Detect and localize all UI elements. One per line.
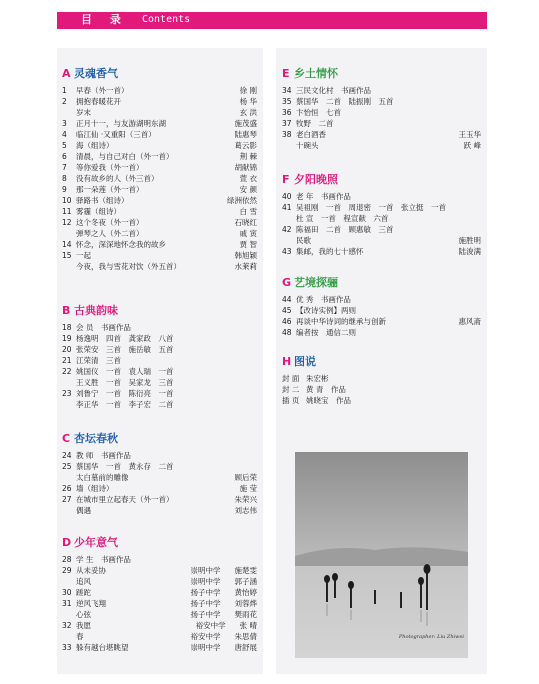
toc-entry-title: 姚国仪 一首 袁人瑞 一首 xyxy=(76,367,174,376)
toc-page-number: 26 xyxy=(62,484,72,493)
toc-entry-school: 扬子中学 xyxy=(190,610,221,619)
toc-entry-title: 拥抱春暖花开 xyxy=(76,97,121,106)
toc-entry-title: 一起 xyxy=(76,251,91,260)
toc-page-number: 7 xyxy=(62,163,67,172)
toc-entry xyxy=(62,505,263,516)
toc-page-number: 21 xyxy=(62,356,72,365)
toc-entry xyxy=(282,395,487,406)
toc-entry xyxy=(62,494,263,505)
toc-entry xyxy=(282,107,487,118)
section-f xyxy=(282,172,487,257)
toc-entry-author xyxy=(481,96,487,107)
toc-entry-title: 黄 青 作品 xyxy=(306,385,346,394)
toc-entry-author: 黄怡婷 xyxy=(234,588,257,597)
toc-entry-author xyxy=(257,450,263,461)
toc-entry-author: 刘蓉烨 xyxy=(234,599,257,608)
toc-page-number: 45 xyxy=(282,306,292,315)
toc-entry-author: 杨 华 xyxy=(239,97,257,106)
toc-entry-title: 学 生 书画作品 xyxy=(76,555,131,564)
toc-page-number xyxy=(62,609,76,620)
toc-page-number xyxy=(62,228,76,239)
toc-entry-title: 教 师 书画作品 xyxy=(76,451,131,460)
toc-page-number: 封 二 xyxy=(282,385,300,394)
toc-entry xyxy=(62,96,263,107)
toc-entry xyxy=(62,609,263,620)
toc-page-number: 10 xyxy=(62,196,72,205)
toc-entry-title: 蔡国华 一首 黄永存 二首 xyxy=(76,462,174,471)
toc-page-number: 12 xyxy=(62,218,72,227)
section-rows xyxy=(62,322,263,410)
toc-page-number: 20 xyxy=(62,345,72,354)
toc-entry xyxy=(62,228,263,239)
toc-page-number: 29 xyxy=(62,566,72,575)
toc-entry xyxy=(62,107,263,118)
toc-page-number: 30 xyxy=(62,588,72,597)
toc-entry-author: 玄 洪 xyxy=(239,108,257,117)
toc-entry-title: 等你爱我（外一首） xyxy=(76,163,144,172)
toc-entry-title: 躲有越台堪眺望 xyxy=(76,643,129,652)
section-rows xyxy=(282,373,487,406)
toc-entry-title: 杜 宣 一首 程宣献 六首 xyxy=(296,214,389,223)
toc-entry-school: 崇明中学 xyxy=(190,643,221,652)
toc-entry xyxy=(62,576,263,587)
toc-entry-author: 韩旭颖 xyxy=(234,251,257,260)
section-rows xyxy=(282,294,487,338)
toc-entry-author xyxy=(481,395,487,406)
toc-entry xyxy=(62,388,263,399)
toc-entry xyxy=(62,140,263,151)
toc-entry-author: 葛云影 xyxy=(234,141,257,150)
lake-photo-scene xyxy=(295,452,468,658)
toc-page-number: 6 xyxy=(62,152,67,161)
toc-entry-author xyxy=(257,461,263,472)
toc-page-number: 32 xyxy=(62,621,72,630)
toc-entry-author xyxy=(257,388,263,399)
toc-entry xyxy=(62,184,263,195)
toc-entry-title: 在城市里立起春天（外一首） xyxy=(76,495,174,504)
toc-entry-author: 石晓红 xyxy=(234,218,257,227)
toc-entry-title: 朱宏彬 xyxy=(306,374,329,383)
section-g xyxy=(282,275,487,338)
toc-entry-author: 萱 衣 xyxy=(239,174,257,183)
section-title: 杏坛春秋 xyxy=(74,432,118,445)
toc-page-number: 27 xyxy=(62,495,72,504)
section-letter: B xyxy=(62,303,71,317)
toc-entry-title: 驿路书（组诗） xyxy=(76,196,129,205)
toc-entry-title: 偶遇 xyxy=(76,506,91,515)
toc-entry xyxy=(62,598,263,609)
photo-signature: Photographer: Liu Zhiwei xyxy=(398,634,464,640)
toc-entry-author: 唐舒展 xyxy=(234,643,257,652)
contents-header-bar xyxy=(57,12,487,29)
toc-page-number: 3 xyxy=(62,119,67,128)
toc-page-number: 28 xyxy=(62,555,72,564)
toc-page-number xyxy=(282,140,296,151)
toc-entry-author: 戚 寅 xyxy=(239,229,257,238)
toc-page-number: 34 xyxy=(282,86,292,95)
toc-entry xyxy=(282,191,487,202)
toc-entry-author: 施 莹 xyxy=(239,484,257,493)
toc-entry xyxy=(62,366,263,377)
toc-entry-author xyxy=(481,107,487,118)
toc-entry-author: 朱荣兴 xyxy=(234,495,257,504)
toc-entry-title: 怀念，深深地怀念我的故乡 xyxy=(76,240,166,249)
toc-page-number: 36 xyxy=(282,108,292,117)
toc-entry-title: 刘鲁宁 一首 陈衍亮 一首 xyxy=(76,389,174,398)
toc-page-number xyxy=(62,261,76,272)
toc-entry-title: 海（组诗） xyxy=(76,141,114,150)
section-title: 古典韵味 xyxy=(74,304,118,317)
toc-entry-title: 岁末 xyxy=(76,108,91,117)
toc-entry xyxy=(282,246,487,257)
toc-page-number: 40 xyxy=(282,192,292,201)
toc-entry-author: 郭子涵 xyxy=(234,577,257,586)
toc-entry-title: 心弦 xyxy=(76,610,91,619)
toc-entry-title: 逆风飞翔 xyxy=(76,599,106,608)
section-letter: E xyxy=(282,66,290,80)
toc-entry xyxy=(282,294,487,305)
toc-entry-title: 再谈中华诗词的继承与创新 xyxy=(296,317,386,326)
toc-entry-title: 墙（组诗） xyxy=(76,484,114,493)
section-rows xyxy=(282,85,487,151)
toc-page-number: 46 xyxy=(282,317,292,326)
section-rows xyxy=(62,85,263,272)
toc-page-number: 37 xyxy=(282,119,292,128)
toc-entry xyxy=(62,162,263,173)
toc-entry xyxy=(62,206,263,217)
toc-entry xyxy=(282,235,487,246)
toc-entry-title: 王义胜 一首 吴家龙 三首 xyxy=(76,378,174,387)
toc-entry-author xyxy=(257,322,263,333)
section-c xyxy=(62,431,263,516)
toc-entry-title: 春 xyxy=(76,632,84,641)
toc-page-number xyxy=(62,399,76,410)
toc-entry-title: 优 秀 书画作品 xyxy=(296,295,351,304)
toc-entry xyxy=(282,202,487,213)
toc-entry xyxy=(62,355,263,366)
toc-entry-title: 江荣清 三首 xyxy=(76,356,121,365)
toc-page-number xyxy=(62,377,76,388)
toc-entry-title: 蹉跎 xyxy=(76,588,91,597)
toc-entry-author: 施楚雯 xyxy=(234,566,257,575)
section-letter: G xyxy=(282,275,292,289)
section-a xyxy=(62,66,263,272)
toc-entry xyxy=(62,344,263,355)
toc-entry xyxy=(62,642,263,653)
toc-page-number xyxy=(62,631,76,642)
toc-page-number xyxy=(282,213,296,224)
toc-entry xyxy=(62,377,263,388)
toc-entry xyxy=(62,195,263,206)
toc-entry-title: 老白酒香 xyxy=(296,130,326,139)
toc-page-number: 14 xyxy=(62,240,72,249)
toc-entry-title: 太白墓前的雕像 xyxy=(76,473,129,482)
toc-entry-title: 集邮，我的七十感怀 xyxy=(296,247,364,256)
toc-entry-author xyxy=(481,384,487,395)
toc-entry-title: 蔡国华 二首 陆振刚 五首 xyxy=(296,97,394,106)
toc-entry-author: 王玉华 xyxy=(458,130,481,139)
toc-entry-author xyxy=(481,202,487,213)
toc-page-number: 31 xyxy=(62,599,72,608)
toc-entry-title: 早春（外一首） xyxy=(76,86,129,95)
toc-entry-school: 裕安中学 xyxy=(195,621,226,630)
toc-page-number: 2 xyxy=(62,97,67,106)
toc-entry-author xyxy=(257,333,263,344)
toc-entry-title: 【改诗实例】两则 xyxy=(296,306,356,315)
toc-page-number: 9 xyxy=(62,185,67,194)
toc-entry-school: 裕安中学 xyxy=(190,632,221,641)
toc-entry-title: 会 员 书画作品 xyxy=(76,323,131,332)
toc-entry-author xyxy=(481,191,487,202)
toc-entry-author xyxy=(257,355,263,366)
toc-page-number: 41 xyxy=(282,203,292,212)
toc-entry xyxy=(62,151,263,162)
toc-entry xyxy=(282,140,487,151)
toc-entry-title: 卞怡恒 七首 xyxy=(296,108,341,117)
toc-entry xyxy=(62,472,263,483)
toc-entry-author: 白 雪 xyxy=(239,207,257,216)
toc-entry xyxy=(62,483,263,494)
toc-page-number xyxy=(62,472,76,483)
toc-entry-author xyxy=(481,294,487,305)
toc-page-number: 插 页 xyxy=(282,396,300,405)
toc-page-number: 4 xyxy=(62,130,67,139)
toc-entry xyxy=(62,620,263,631)
toc-entry xyxy=(62,565,263,576)
toc-entry-author xyxy=(257,377,263,388)
toc-entry xyxy=(62,587,263,598)
toc-entry-author xyxy=(257,399,263,410)
toc-entry xyxy=(62,450,263,461)
toc-entry xyxy=(282,316,487,327)
toc-page-number: 25 xyxy=(62,462,72,471)
toc-entry xyxy=(282,96,487,107)
toc-entry xyxy=(62,399,263,410)
section-title: 图说 xyxy=(294,355,316,368)
toc-entry-title: 牧野 二首 xyxy=(296,119,334,128)
toc-entry-author xyxy=(481,327,487,338)
toc-entry xyxy=(62,554,263,565)
toc-entry-author: 胡献锦 xyxy=(234,163,257,172)
toc-entry xyxy=(282,129,487,140)
toc-entry-title: 姚晓宝 作品 xyxy=(306,396,351,405)
toc-entry xyxy=(62,333,263,344)
toc-entry-title: 临江仙 ·又重阳（三首） xyxy=(76,130,156,139)
toc-entry-title: 今夜，我与雪花对饮（外五首） xyxy=(76,262,181,271)
toc-entry-school: 扬子中学 xyxy=(190,599,221,608)
toc-entry-school xyxy=(213,554,257,565)
toc-page-number: 19 xyxy=(62,334,72,343)
toc-entry-title: 没有故乡的人（外三首） xyxy=(76,174,159,183)
toc-entry xyxy=(282,118,487,129)
toc-entry xyxy=(282,224,487,235)
section-b xyxy=(62,303,263,410)
section-letter: D xyxy=(62,535,72,549)
toc-entry-title: 老 年 书画作品 xyxy=(296,192,351,201)
toc-entry-author: 惠风斋 xyxy=(458,317,481,326)
toc-page-number: 44 xyxy=(282,295,292,304)
toc-page-number xyxy=(62,107,76,118)
toc-entry xyxy=(282,305,487,316)
toc-entry xyxy=(62,239,263,250)
section-title: 灵魂香气 xyxy=(74,67,118,80)
toc-entry-title: 追风 xyxy=(76,577,91,586)
toc-entry xyxy=(62,85,263,96)
toc-entry-author: 朱思倩 xyxy=(234,632,257,641)
toc-entry-author: 水莱莉 xyxy=(234,262,257,271)
lake-water xyxy=(295,566,468,658)
toc-entry-title: 雾霾（组诗） xyxy=(76,207,121,216)
toc-page-number: 11 xyxy=(62,207,72,216)
section-title: 少年意气 xyxy=(74,536,118,549)
toc-entry-author xyxy=(257,554,263,565)
toc-entry-author: 绿洲依然 xyxy=(227,196,257,205)
toc-entry xyxy=(282,85,487,96)
toc-entry xyxy=(282,213,487,224)
toc-page-number: 35 xyxy=(282,97,292,106)
toc-entry-author: 陆惠琴 xyxy=(234,130,257,139)
toc-page-number xyxy=(282,235,296,246)
toc-entry-author: 施茂盛 xyxy=(234,119,257,128)
toc-entry-school: 崇明中学 xyxy=(190,566,221,575)
toc-entry-author xyxy=(481,305,487,316)
toc-page-number: 22 xyxy=(62,367,72,376)
toc-entry-author xyxy=(481,224,487,235)
toc-entry-title: 弹琴之人（外二首） xyxy=(76,229,144,238)
section-letter: H xyxy=(282,354,292,368)
toc-entry xyxy=(282,384,487,395)
toc-entry-author xyxy=(481,213,487,224)
section-e xyxy=(282,66,487,151)
section-rows xyxy=(62,554,263,653)
toc-entry-title: 正月十一，与友游湖明东湖 xyxy=(76,119,166,128)
toc-page-number: 5 xyxy=(62,141,67,150)
toc-page-number xyxy=(62,505,76,516)
header-subtitle: Contents xyxy=(142,14,191,25)
toc-entry-title: 清晨，与自己对白（外一首） xyxy=(76,152,174,161)
section-rows xyxy=(62,450,263,516)
toc-entry-author: 荆 棘 xyxy=(239,152,257,161)
toc-page-number: 18 xyxy=(62,323,72,332)
toc-entry xyxy=(282,327,487,338)
toc-page-number: 23 xyxy=(62,389,72,398)
toc-page-number: 42 xyxy=(282,225,292,234)
toc-page-number: 8 xyxy=(62,174,67,183)
section-title: 艺境探骊 xyxy=(294,276,338,289)
toc-entry-author: 陆浚满 xyxy=(458,247,481,256)
toc-page-number: 15 xyxy=(62,251,72,260)
toc-page-number xyxy=(62,576,76,587)
distant-hills xyxy=(295,547,468,568)
toc-page-number: 38 xyxy=(282,130,292,139)
toc-entry-school: 扬子中学 xyxy=(190,588,221,597)
toc-entry-title: 这个冬夜（外一首） xyxy=(76,218,144,227)
toc-entry-author: 刘志伟 xyxy=(234,506,257,515)
toc-page-number: 1 xyxy=(62,86,67,95)
toc-entry-author: 张 晴 xyxy=(239,621,257,630)
toc-entry-author xyxy=(481,85,487,96)
toc-page-number: 封 面 xyxy=(282,374,300,383)
toc-entry-school: 崇明中学 xyxy=(190,577,221,586)
toc-page-number: 48 xyxy=(282,328,292,337)
toc-entry-author xyxy=(481,118,487,129)
toc-entry-title: 我愿 xyxy=(76,621,91,630)
toc-entry-title: 杨逸明 四首 龚家政 八首 xyxy=(76,334,174,343)
toc-entry xyxy=(62,261,263,272)
toc-entry-title: 编者按 通信二则 xyxy=(296,328,356,337)
toc-entry-title: 陈福田 二首 顾惠敏 三首 xyxy=(296,225,394,234)
toc-entry-author: 跃 峰 xyxy=(463,141,481,150)
section-letter: A xyxy=(62,66,71,80)
toc-entry xyxy=(62,322,263,333)
section-d xyxy=(62,535,263,653)
toc-entry-author xyxy=(257,344,263,355)
toc-entry-author: 徐 刚 xyxy=(239,86,257,95)
header-title: 目 录 xyxy=(81,13,128,26)
toc-entry-author: 安 颜 xyxy=(239,185,257,194)
lake-photo xyxy=(295,452,468,658)
section-rows xyxy=(282,191,487,257)
toc-entry xyxy=(282,373,487,384)
toc-entry-title: 十碗头 xyxy=(296,141,319,150)
toc-entry-title: 三民文化村 书画作品 xyxy=(296,86,371,95)
toc-entry-title: 李正华 一首 李子宏 二首 xyxy=(76,400,174,409)
section-title: 夕阳晚照 xyxy=(294,173,338,186)
toc-entry-title: 从未妥协 xyxy=(76,566,106,575)
toc-entry xyxy=(62,129,263,140)
section-h xyxy=(282,354,487,406)
toc-entry xyxy=(62,631,263,642)
toc-entry-author: 贾 智 xyxy=(239,240,257,249)
toc-entry xyxy=(62,217,263,228)
toc-page-number: 33 xyxy=(62,643,72,652)
section-letter: F xyxy=(282,172,290,186)
toc-entry-title: 那一朵莲（外一首） xyxy=(76,185,144,194)
toc-entry xyxy=(62,461,263,472)
toc-entry xyxy=(62,173,263,184)
toc-page-number: 24 xyxy=(62,451,72,460)
toc-entry-author: 顾后荣 xyxy=(234,473,257,482)
toc-entry-author: 施胜明 xyxy=(458,236,481,245)
toc-entry-author xyxy=(481,373,487,384)
section-letter: C xyxy=(62,431,71,445)
section-title: 乡土情怀 xyxy=(294,67,338,80)
toc-entry-title: 张荣安 三首 施岳敏 五首 xyxy=(76,345,174,354)
toc-entry-title: 民歌 xyxy=(296,236,311,245)
toc-page-number: 43 xyxy=(282,247,292,256)
toc-entry xyxy=(62,250,263,261)
toc-entry-author xyxy=(257,366,263,377)
toc-entry-title: 吴祖刚 一首 周退密 一首 张立挺 一首 xyxy=(296,203,446,212)
toc-entry xyxy=(62,118,263,129)
toc-entry-author: 樊雨花 xyxy=(234,610,257,619)
